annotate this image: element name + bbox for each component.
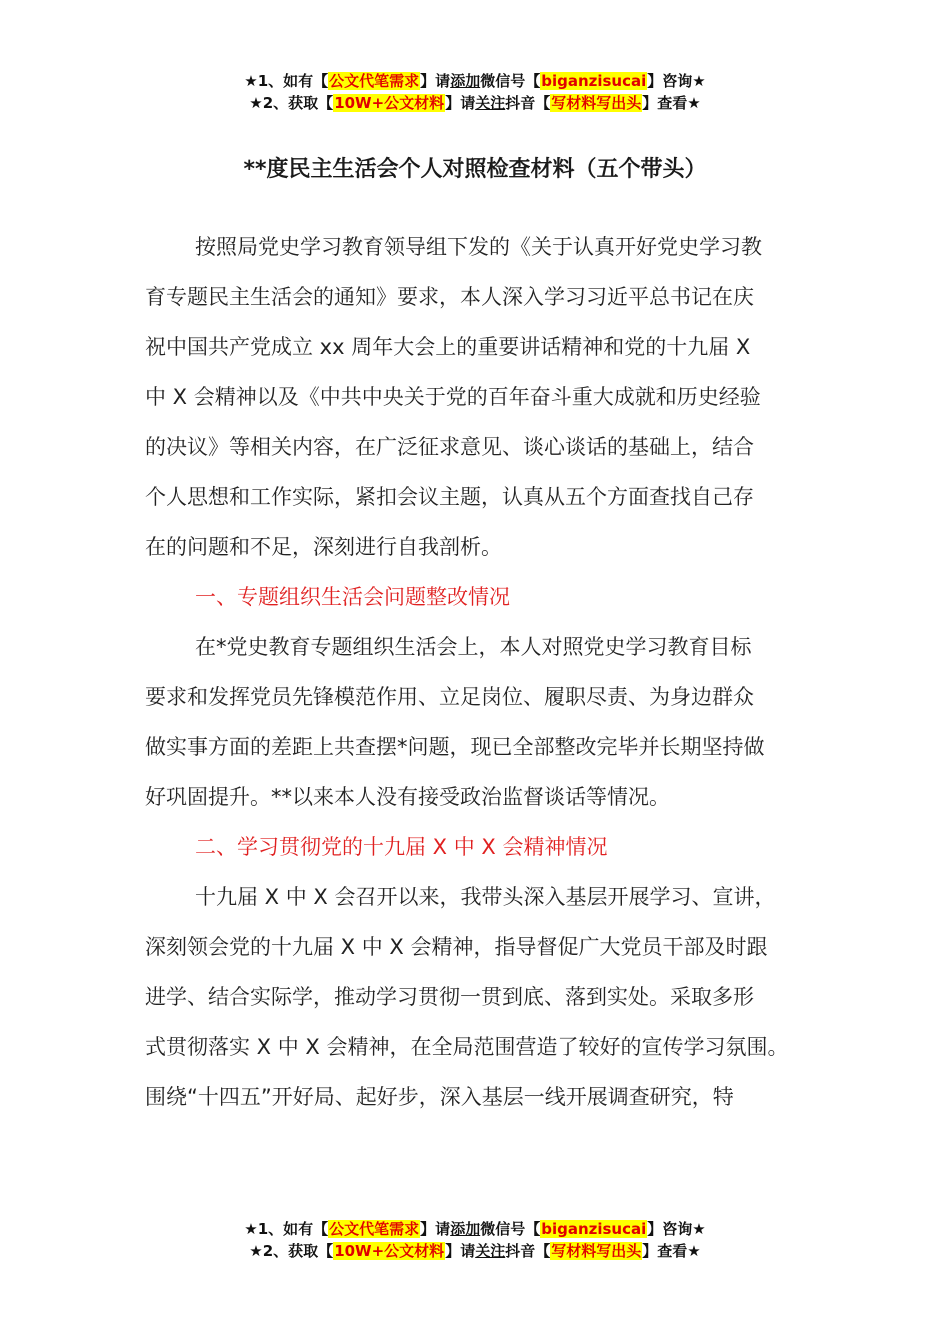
paragraph-line: 按照局党史学习教育领导组下发的《关于认真开好党史学习教 xyxy=(195,235,762,259)
paragraph-line: 在*党史教育专题组织生活会上，本人对照党史学习教育目标 xyxy=(195,635,752,659)
paragraph-line: 在的问题和不足，深刻进行自我剖析。 xyxy=(145,535,502,559)
paragraph-line: 围绕“十四五”开好局、起好步，深入基层一线开展调查研究，特 xyxy=(145,1085,734,1109)
paragraph-line: 育专题民主生活会的通知》要求，本人深入学习习近平总书记在庆 xyxy=(145,285,754,309)
paragraph-line: 要求和发挥党员先锋模范作用、立足岗位、履职尽责、为身边群众 xyxy=(145,685,754,709)
banner-line-1: ★1、如有【公文代笔需求】请添加微信号【biganzisucai】咨询★ xyxy=(244,72,706,90)
section-heading-2: 二、学习贯彻党的十九届 X 中 X 会精神情况 xyxy=(195,835,608,859)
footer-highlight-writing-service: 公文代笔需求 xyxy=(329,1220,420,1238)
footer-banner-line-1: ★1、如有【公文代笔需求】请添加微信号【biganzisucai】咨询★ xyxy=(244,1220,706,1238)
footer-banner-line-2: ★2、获取【10W+公文材料】请关注抖音【写材料写出头】查看★ xyxy=(249,1242,701,1260)
highlight-writing-service: 公文代笔需求 xyxy=(329,72,420,90)
highlight-materials: 10W+公文材料 xyxy=(334,94,445,112)
footer-banner xyxy=(0,1218,950,1262)
banner-line-2: ★2、获取【10W+公文材料】请关注抖音【写材料写出头】查看★ xyxy=(249,94,701,112)
paragraph-line: 做实事方面的差距上共查摆*问题，现已全部整改完毕并长期坚持做 xyxy=(145,735,765,759)
paragraph-line: 个人思想和工作实际，紧扣会议主题，认真从五个方面查找自己存 xyxy=(145,485,754,509)
paragraph-line: 中 X 会精神以及《中共中央关于党的百年奋斗重大成就和历史经验 xyxy=(145,385,761,409)
highlight-wechat-id: biganzisucai xyxy=(541,72,647,90)
document-body xyxy=(145,222,810,1122)
paragraph-line: 好巩固提升。**以来本人没有接受政治监督谈话等情况。 xyxy=(145,785,670,809)
highlight-douyin-id: 写材料写出头 xyxy=(551,94,642,112)
document-title: **度民主生活会个人对照检查材料（五个带头） xyxy=(243,157,707,182)
paragraph-line: 进学、结合实际学，推动学习贯彻一贯到底、落到实处。采取多形 xyxy=(145,985,754,1009)
paragraph-line: 祝中国共产党成立 xx 周年大会上的重要讲话精神和党的十九届 X xyxy=(145,335,751,359)
paragraph-line: 式贯彻落实 X 中 X 会精神，在全局范围营造了较好的宣传学习氛围。 xyxy=(145,1035,789,1059)
paragraph-line: 深刻领会党的十九届 X 中 X 会精神，指导督促广大党员干部及时跟 xyxy=(145,935,768,959)
section-heading-1: 一、专题组织生活会问题整改情况 xyxy=(195,585,510,609)
header-banner xyxy=(0,70,950,114)
paragraph-line: 的决议》等相关内容，在广泛征求意见、谈心谈话的基础上，结合 xyxy=(145,435,754,459)
footer-highlight-materials: 10W+公文材料 xyxy=(334,1242,445,1260)
footer-highlight-douyin-id: 写材料写出头 xyxy=(551,1242,642,1260)
footer-highlight-wechat-id: biganzisucai xyxy=(541,1220,647,1238)
paragraph-line: 十九届 X 中 X 会召开以来，我带头深入基层开展学习、宣讲， xyxy=(195,885,776,909)
